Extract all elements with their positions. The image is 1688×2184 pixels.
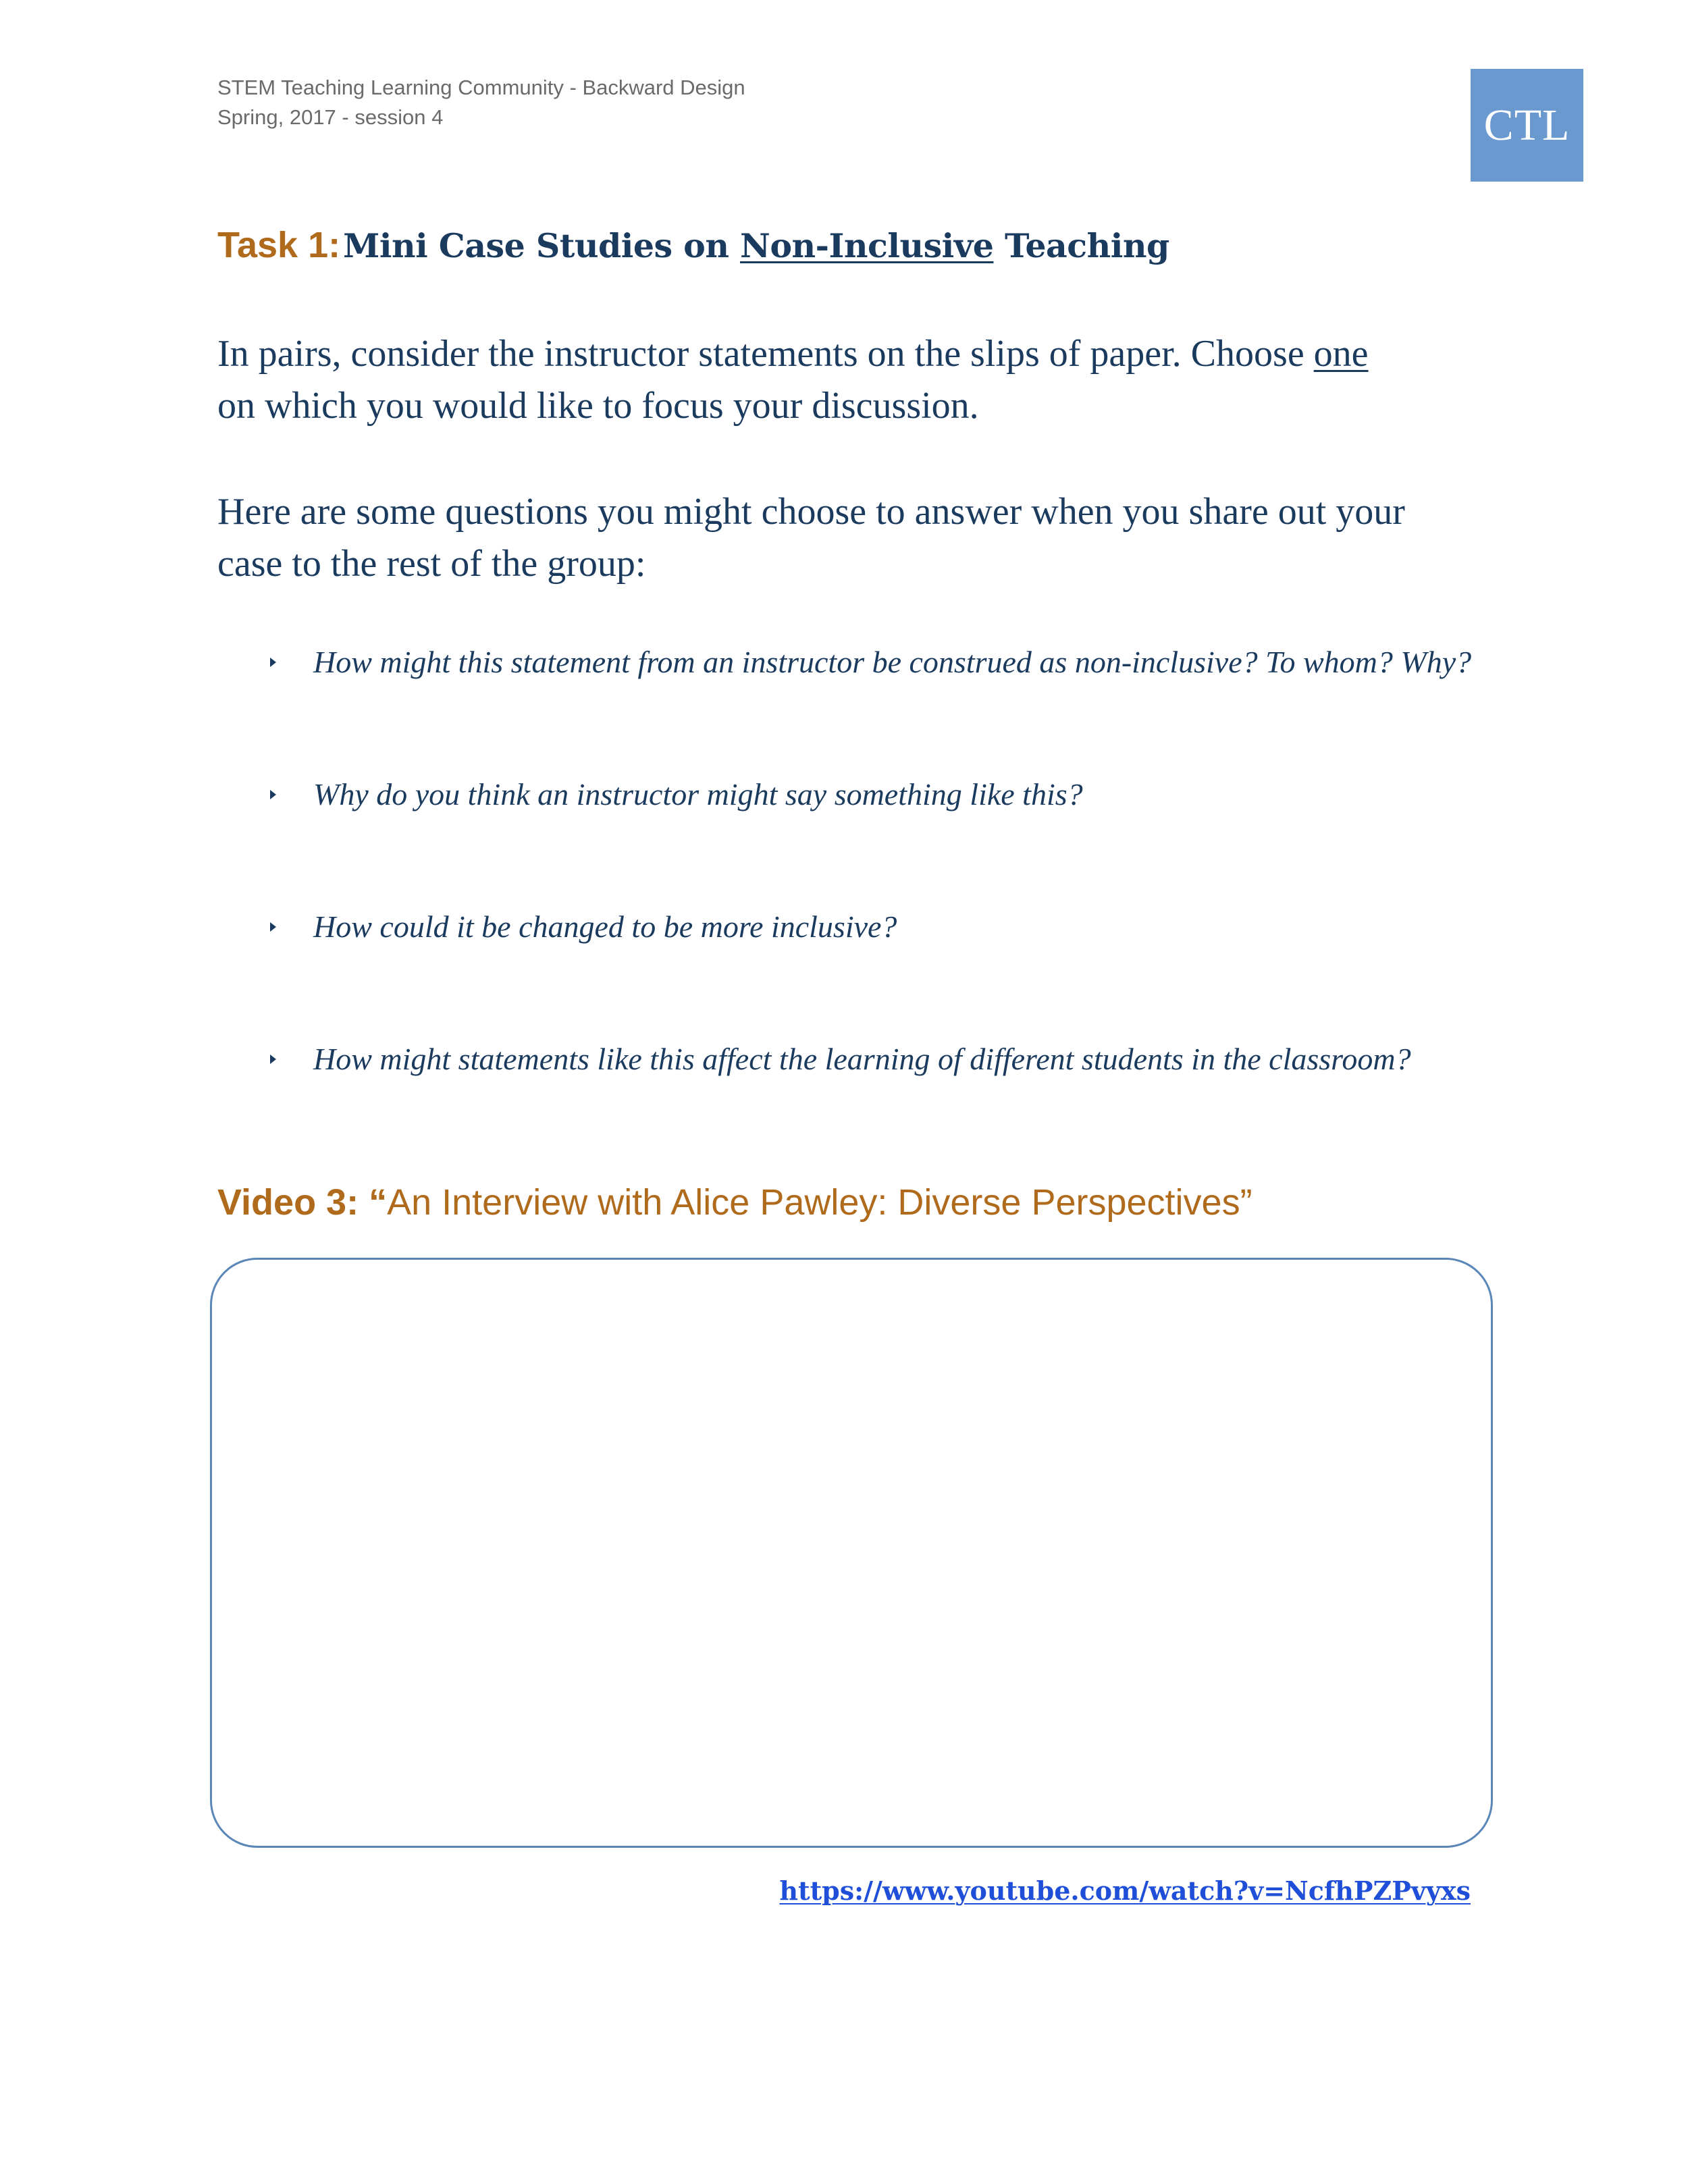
bullet-arrow-icon [270,658,276,667]
question-text: How might statements like this affect the learning of different students in the classroom? [313,1042,1411,1076]
ctl-logo [1471,69,1583,182]
instructions-paragraph [217,328,1514,432]
task-heading [217,224,1169,266]
question-text: How could it be changed to be more inclusive? [313,909,897,944]
ctl-logo-text: CTL [1483,100,1571,150]
question-text: How might this statement from an instructor be construed as non-inclusive? To whom? Why? [313,645,1472,679]
bullet-arrow-icon [270,922,276,932]
video-placeholder[interactable] [210,1258,1493,1848]
instructions-line-1-text: In pairs, consider the instructor statements on the slips of paper. Choose [217,333,1304,375]
header-session-info: Spring, 2017 - session 4 [217,105,444,129]
questions-intro-paragraph [217,486,1514,590]
task-title-part2: Teaching [1005,226,1169,265]
task-title-part1: Mini Case Studies on [343,226,729,265]
instructions-line-2: on which you would like to focus your discussion. [217,385,979,427]
video-link[interactable]: https://www.youtube.com/watch?v=NcfhPZPvyxs [779,1875,1471,1906]
task-label: Task 1: [217,225,341,265]
video-open-quote: “ [369,1182,388,1223]
video-label: Video 3: [217,1182,359,1223]
question-text: Why do you think an instructor might say something like this? [313,777,1083,811]
instructions-emphasis-one: one [1313,333,1369,375]
questions-intro-line-1: Here are some questions you might choose to answer when you share out your [217,491,1405,533]
questions-intro-line-2: case to the rest of the group: [217,543,646,585]
task-title-underlined: Non-Inclusive [740,226,994,265]
instructions-line-1 [217,328,1514,380]
bullet-arrow-icon [270,1055,276,1064]
bullet-arrow-icon [270,790,276,799]
video-heading [217,1181,1252,1223]
video-title: An Interview with Alice Pawley: Diverse Perspectives” [387,1182,1252,1223]
header-course-title: STEM Teaching Learning Community - Backward Design [217,76,745,99]
task-title [343,226,1169,265]
